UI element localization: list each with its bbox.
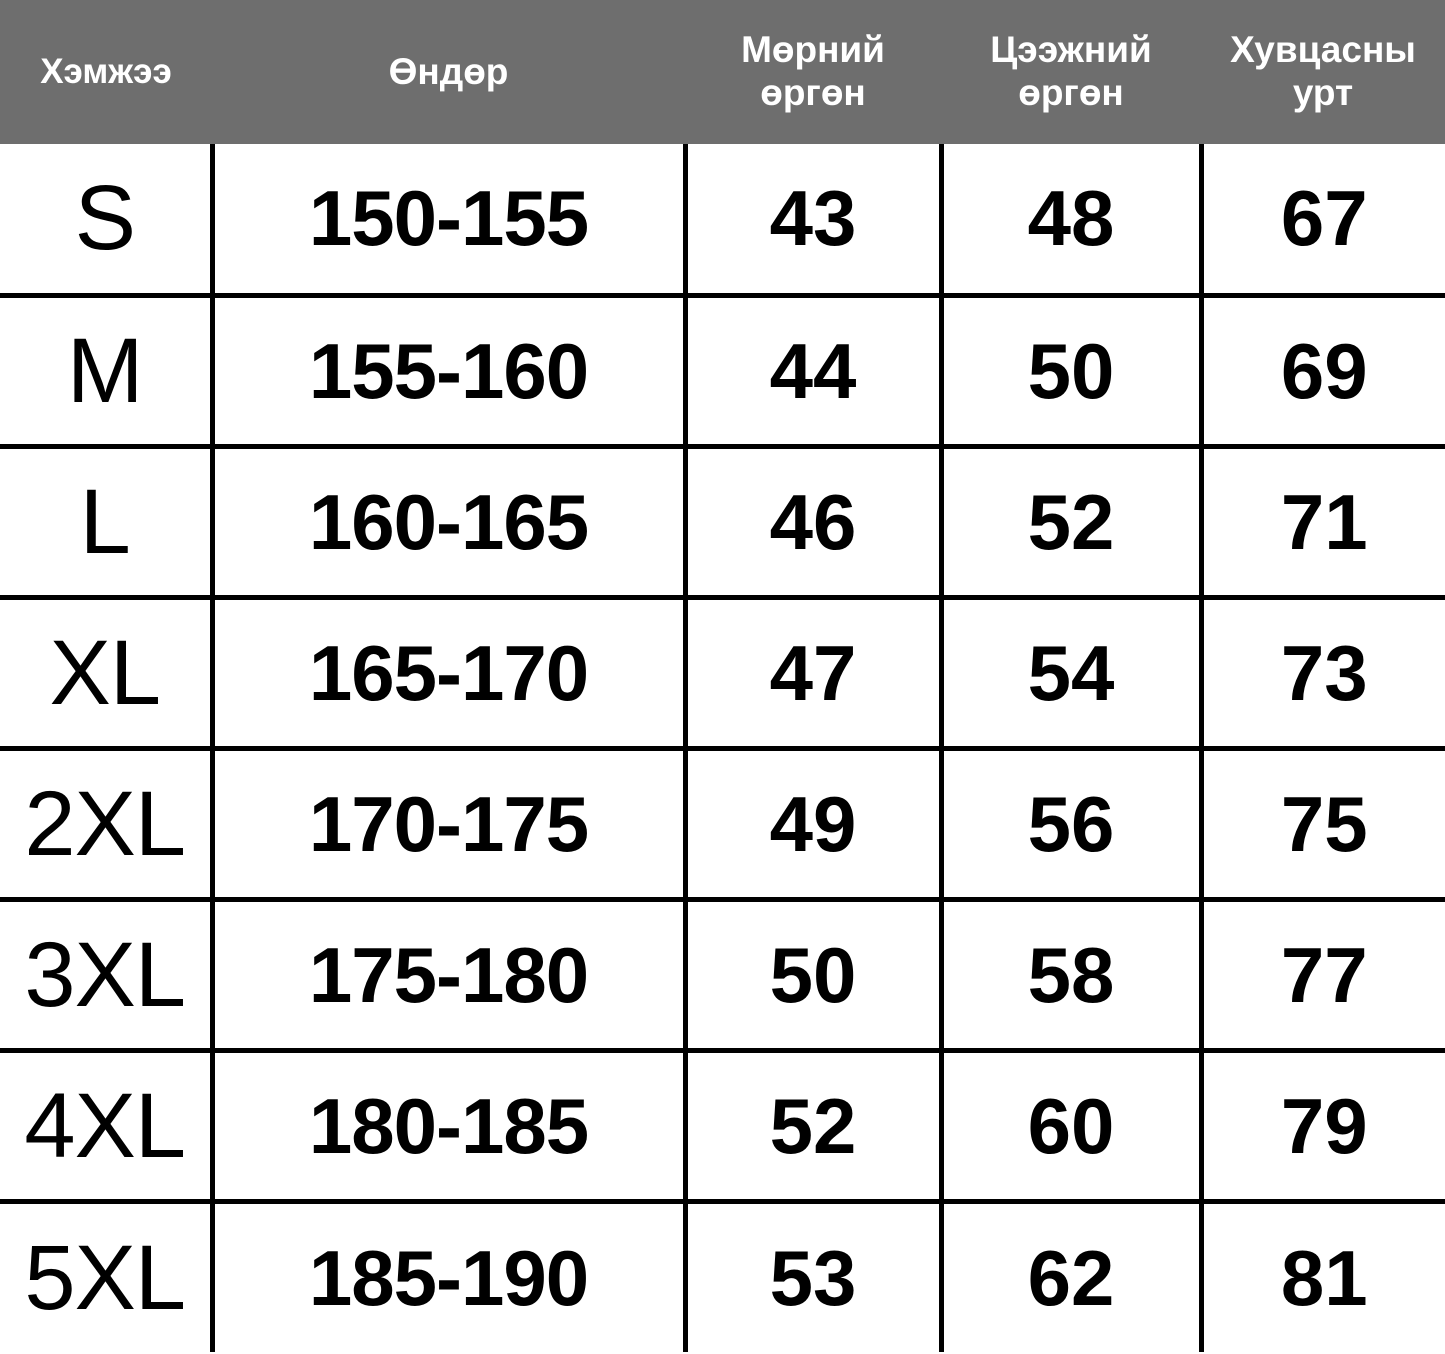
cell-chest: 58: [941, 899, 1201, 1050]
cell-shoulder: 43: [685, 144, 941, 295]
cell-size: S: [0, 144, 212, 295]
cell-chest: 56: [941, 748, 1201, 899]
cell-chest: 54: [941, 597, 1201, 748]
cell-height: 165-170: [212, 597, 685, 748]
cell-length: 79: [1201, 1050, 1445, 1201]
cell-height: 150-155: [212, 144, 685, 295]
table-row: [0, 144, 1445, 295]
cell-length: 69: [1201, 295, 1445, 446]
cell-length: 81: [1201, 1201, 1445, 1352]
table-body: [0, 144, 1445, 1352]
cell-chest: 52: [941, 446, 1201, 597]
cell-shoulder: 47: [685, 597, 941, 748]
column-header-length: Хувцасны урт: [1201, 0, 1445, 144]
cell-length: 73: [1201, 597, 1445, 748]
cell-size: 5XL: [0, 1201, 212, 1352]
cell-height: 175-180: [212, 899, 685, 1050]
cell-shoulder: 50: [685, 899, 941, 1050]
cell-size: L: [0, 446, 212, 597]
cell-height: 160-165: [212, 446, 685, 597]
table-row: [0, 446, 1445, 597]
cell-chest: 60: [941, 1050, 1201, 1201]
table-row: [0, 748, 1445, 899]
cell-shoulder: 44: [685, 295, 941, 446]
column-header-shoulder: Мөрний өргөн: [685, 0, 941, 144]
cell-chest: 48: [941, 144, 1201, 295]
table-row: [0, 1050, 1445, 1201]
table-header: [0, 0, 1445, 144]
table-row: [0, 1201, 1445, 1352]
cell-size: 4XL: [0, 1050, 212, 1201]
column-header-height: Өндөр: [212, 0, 685, 144]
cell-shoulder: 46: [685, 446, 941, 597]
cell-shoulder: 52: [685, 1050, 941, 1201]
cell-length: 75: [1201, 748, 1445, 899]
header-row: [0, 0, 1445, 144]
cell-shoulder: 49: [685, 748, 941, 899]
column-header-chest: Цээжний өргөн: [941, 0, 1201, 144]
cell-chest: 62: [941, 1201, 1201, 1352]
cell-size: 2XL: [0, 748, 212, 899]
table-row: [0, 597, 1445, 748]
cell-height: 185-190: [212, 1201, 685, 1352]
cell-length: 67: [1201, 144, 1445, 295]
cell-shoulder: 53: [685, 1201, 941, 1352]
cell-height: 170-175: [212, 748, 685, 899]
cell-length: 71: [1201, 446, 1445, 597]
cell-size: XL: [0, 597, 212, 748]
cell-size: 3XL: [0, 899, 212, 1050]
cell-height: 155-160: [212, 295, 685, 446]
table-row: [0, 899, 1445, 1050]
cell-length: 77: [1201, 899, 1445, 1050]
cell-chest: 50: [941, 295, 1201, 446]
cell-size: M: [0, 295, 212, 446]
cell-height: 180-185: [212, 1050, 685, 1201]
table-row: [0, 295, 1445, 446]
column-header-size: Хэмжээ: [0, 0, 212, 144]
